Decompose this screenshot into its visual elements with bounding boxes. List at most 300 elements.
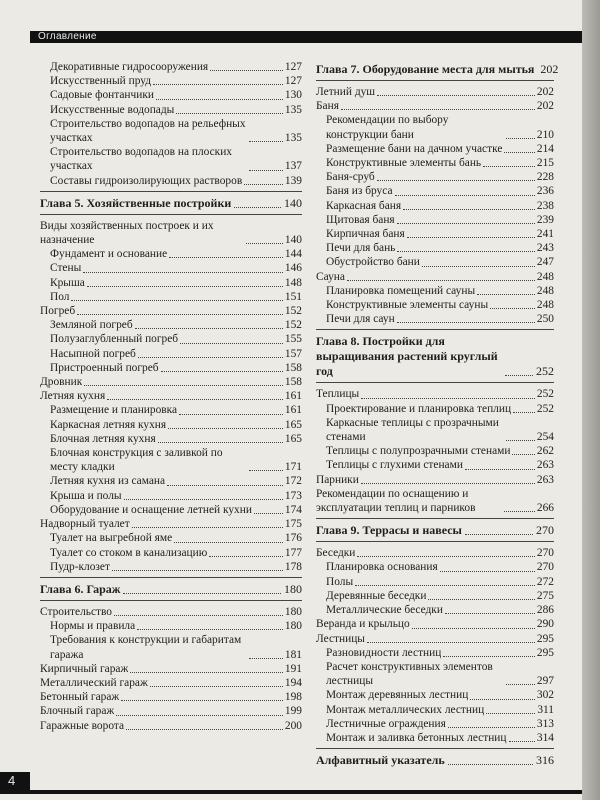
dot-leader — [397, 322, 535, 323]
toc-entry[interactable] — [40, 261, 302, 275]
toc-page-number: 295 — [536, 646, 554, 659]
toc-page-number: 214 — [536, 142, 554, 155]
toc-entry-title: Конструктивные элементы сауны — [326, 299, 489, 312]
toc-page-number: 252 — [536, 402, 554, 415]
toc-entry[interactable] — [40, 418, 302, 432]
toc-page-number: 297 — [536, 675, 554, 688]
toc-page-number: 180 — [284, 620, 302, 633]
toc-entry[interactable] — [40, 174, 302, 188]
toc-entry[interactable] — [316, 444, 554, 458]
toc-entry[interactable] — [316, 113, 554, 141]
toc-entry[interactable] — [316, 402, 554, 416]
toc-entry[interactable] — [40, 117, 302, 145]
toc-entry[interactable] — [40, 276, 302, 290]
toc-entry-title: Теплицы — [316, 388, 360, 401]
toc-entry[interactable] — [316, 731, 554, 745]
toc-entry[interactable] — [316, 589, 554, 603]
toc-page-number: 252 — [536, 388, 554, 401]
toc-page-number: 135 — [284, 103, 302, 116]
toc-entry-title: Конструктивные элементы бань — [326, 157, 482, 170]
toc-page-number: 180 — [284, 605, 302, 618]
dot-leader — [179, 414, 283, 415]
toc-entry[interactable] — [316, 170, 554, 184]
dot-leader — [412, 628, 535, 629]
toc-entry-title: Полузаглубленный погреб — [50, 333, 179, 346]
toc-page-number: 248 — [536, 270, 554, 283]
toc-entry-title: Летняя кухня из самана — [50, 475, 166, 488]
toc-entry[interactable] — [40, 503, 302, 517]
dot-leader — [114, 615, 283, 616]
toc-entry-title: Алфавитный указатель — [316, 753, 445, 768]
toc-entry[interactable] — [40, 605, 302, 619]
dot-leader — [397, 251, 535, 252]
toc-entry[interactable] — [316, 99, 554, 113]
toc-page-number: 236 — [536, 185, 554, 198]
toc-page-number: 165 — [284, 432, 302, 445]
toc-entry-title: Планировка помещений сауны — [326, 284, 476, 297]
toc-page-number: 144 — [284, 248, 302, 261]
dot-leader — [77, 314, 283, 315]
toc-entry-title: Каркасные теплицы с прозрачными стенами — [326, 416, 499, 444]
toc-entry[interactable] — [316, 717, 554, 731]
dot-leader — [483, 166, 535, 167]
dot-leader — [448, 764, 533, 765]
toc-page-number: 199 — [284, 705, 302, 718]
section-divider — [40, 577, 302, 578]
dot-leader — [209, 556, 283, 557]
toc-entry[interactable] — [40, 662, 302, 676]
dot-leader — [465, 469, 535, 470]
section-divider — [40, 191, 302, 192]
toc-entry[interactable] — [40, 633, 302, 661]
toc-entry-title: Крыша и полы — [50, 489, 122, 502]
dot-leader — [158, 442, 283, 443]
toc-page-number: 127 — [284, 61, 302, 73]
toc-page-number: 158 — [284, 376, 302, 389]
toc-entry[interactable] — [40, 304, 302, 318]
toc-entry-title: Летняя кухня — [40, 390, 106, 403]
toc-page-number: 165 — [284, 418, 302, 431]
toc-page-number: 152 — [284, 305, 302, 318]
toc-entry-title: Деревянные беседки — [326, 589, 427, 602]
toc-entry-title: Глава 7. Оборудование места для мытья — [316, 62, 535, 76]
toc-entry-title: Баня из бруса — [326, 185, 393, 198]
toc-entry-title: Щитовая баня — [326, 213, 395, 226]
dot-leader — [357, 556, 535, 557]
toc-page-number: 275 — [536, 589, 554, 602]
dot-leader — [448, 727, 535, 728]
section-divider — [316, 329, 554, 330]
toc-page-number: 191 — [284, 662, 302, 675]
section-divider — [40, 600, 302, 601]
toc-entry-title: Каркасная летняя кухня — [50, 418, 167, 431]
dot-leader — [132, 527, 283, 528]
toc-entry[interactable] — [40, 474, 302, 488]
dot-leader — [87, 286, 283, 287]
dot-leader — [361, 398, 535, 399]
toc-entry-title: Крыша — [50, 276, 85, 289]
dot-leader — [361, 483, 535, 484]
toc-entry-title: Планировка основания — [326, 561, 438, 574]
toc-page-number: 248 — [536, 284, 554, 297]
toc-page-number: 175 — [284, 518, 302, 531]
toc-entry-title: Пристроенный погреб — [50, 361, 159, 374]
toc-entry-title: Беседки — [316, 547, 356, 560]
toc-page-number: 266 — [536, 502, 554, 515]
dot-leader — [490, 308, 535, 309]
toc-page-number: 137 — [284, 160, 302, 173]
toc-entry-title: Гаражные ворота — [40, 719, 125, 732]
toc-entry[interactable] — [40, 432, 302, 446]
dot-leader — [112, 570, 283, 571]
dot-leader — [445, 613, 535, 614]
toc-chapter[interactable] — [316, 753, 554, 768]
toc-entry[interactable] — [40, 676, 302, 690]
toc-entry[interactable] — [40, 318, 302, 332]
toc-page-number: 176 — [284, 532, 302, 545]
toc-entry-title: Рекомендации по выбору конструкции бани — [326, 114, 449, 141]
toc-entry[interactable] — [316, 646, 554, 660]
toc-chapter[interactable] — [316, 62, 559, 77]
dot-leader — [180, 343, 283, 344]
dot-leader — [234, 207, 281, 208]
toc-page-number: 252 — [536, 364, 554, 379]
toc-entry[interactable] — [316, 688, 554, 702]
toc-entry-title: Насыпной погреб — [50, 347, 136, 360]
toc-entry[interactable] — [40, 619, 302, 633]
dot-leader — [397, 223, 535, 224]
dot-leader — [174, 542, 283, 543]
toc-entry[interactable] — [40, 690, 302, 704]
dot-leader — [84, 385, 283, 386]
dot-leader — [167, 485, 283, 486]
toc-entry-title: Лестницы — [316, 632, 365, 645]
toc-page-number: 272 — [536, 575, 554, 588]
toc-page-number: 173 — [284, 489, 302, 502]
toc-entry[interactable] — [316, 546, 554, 560]
dot-leader — [169, 257, 283, 258]
toc-entry[interactable] — [40, 247, 302, 261]
toc-entry-title: Блочная летняя кухня — [50, 432, 156, 445]
toc-entry-title: Кирпичная баня — [326, 228, 405, 241]
toc-entry-title: Металлические беседки — [326, 604, 443, 617]
toc-entry-title: Блочная конструкция с заливкой по месту кладки — [50, 447, 223, 474]
toc-entry[interactable] — [316, 416, 554, 444]
dot-leader — [477, 294, 535, 295]
toc-page-number: 202 — [536, 86, 554, 98]
toc-entry[interactable] — [316, 284, 554, 298]
toc-entry[interactable] — [40, 347, 302, 361]
dot-leader — [249, 141, 283, 142]
toc-entry[interactable] — [316, 270, 554, 284]
toc-page-number: 135 — [284, 132, 302, 145]
toc-entry[interactable] — [316, 703, 554, 717]
toc-entry[interactable] — [40, 219, 302, 247]
toc-page-number: 151 — [284, 290, 302, 303]
toc-column-left — [40, 60, 302, 733]
toc-entry[interactable] — [316, 213, 554, 227]
toc-chapter[interactable] — [40, 582, 302, 597]
dot-leader — [246, 243, 283, 244]
toc-entry[interactable] — [316, 85, 554, 99]
toc-entry-title: Глава 5. Хозяйственные постройки — [40, 195, 232, 210]
toc-page-number: 241 — [536, 228, 554, 241]
toc-page-number: 263 — [536, 459, 554, 472]
toc-entry-title: Строительство водопадов на рельефных участках — [50, 117, 246, 145]
toc-entry-title: Лестничные ограждения — [326, 717, 446, 730]
dot-leader — [465, 534, 533, 535]
toc-page-number: 152 — [284, 319, 302, 332]
toc-page-number: 202 — [536, 100, 554, 113]
toc-page-number: 202 — [540, 62, 559, 76]
toc-entry[interactable] — [40, 389, 302, 403]
header-bar — [30, 31, 582, 43]
toc-entry[interactable] — [316, 227, 554, 241]
toc-entry-title: Баня-сруб — [326, 171, 375, 184]
toc-entry-title: Требования к конструкции и габаритам гаража — [50, 634, 242, 661]
dot-leader — [107, 399, 283, 400]
toc-entry[interactable] — [40, 546, 302, 560]
toc-entry[interactable] — [316, 458, 554, 472]
toc-entry[interactable] — [316, 298, 554, 312]
dot-leader — [440, 571, 535, 572]
toc-entry[interactable] — [40, 704, 302, 718]
toc-entry-title: Пол — [50, 290, 70, 303]
toc-entry-title: Веранда и крыльцо — [316, 618, 410, 631]
dot-leader — [153, 84, 283, 85]
toc-entry-title: Печи для саун — [326, 313, 395, 326]
toc-entry-title: Блочный гараж — [40, 705, 115, 718]
toc-page-number: 250 — [536, 313, 554, 326]
toc-page-number: 228 — [536, 171, 554, 184]
toc-entry-title: Стены — [50, 262, 82, 275]
toc-entry-title: Металлический гараж — [40, 676, 148, 689]
toc-entry-title: Размещение бани на дачном участке — [326, 142, 503, 155]
toc-page-number: 270 — [536, 561, 554, 574]
toc-page-number: 314 — [536, 731, 554, 744]
toc-entry[interactable] — [316, 473, 554, 487]
toc-entry[interactable] — [40, 489, 302, 503]
toc-entry[interactable] — [316, 632, 554, 646]
dot-leader — [210, 70, 283, 71]
dot-leader — [504, 152, 535, 153]
toc-entry[interactable] — [40, 60, 302, 74]
toc-page-number: 139 — [284, 174, 302, 187]
section-divider — [40, 214, 302, 215]
toc-page-number: 215 — [536, 157, 554, 170]
toc-entry[interactable] — [40, 74, 302, 88]
section-divider — [316, 748, 554, 749]
toc-entry[interactable] — [316, 255, 554, 269]
toc-entry-title: Размещение и планировка — [50, 404, 178, 417]
dot-leader — [395, 195, 535, 196]
toc-page-number: 198 — [284, 691, 302, 704]
toc-entry-title: Монтаж и заливка бетонных лестниц — [326, 731, 507, 744]
dot-leader — [422, 266, 535, 267]
dot-leader — [486, 713, 535, 714]
dot-leader — [83, 272, 283, 273]
book-spine-shadow — [582, 0, 600, 800]
dot-leader — [123, 593, 281, 594]
toc-page-number: 180 — [284, 581, 302, 596]
dot-leader — [443, 656, 535, 657]
toc-entry-title: Баня — [316, 100, 339, 113]
toc-entry[interactable] — [316, 156, 554, 170]
toc-entry[interactable] — [316, 575, 554, 589]
toc-page-number: 313 — [536, 717, 554, 730]
toc-entry[interactable] — [316, 660, 554, 688]
toc-page-number: 247 — [536, 256, 554, 269]
toc-entry-title: Погреб — [40, 305, 76, 318]
dot-leader — [249, 658, 283, 659]
toc-page-number: 194 — [284, 676, 302, 689]
dot-leader — [137, 629, 283, 630]
dot-leader — [124, 499, 283, 500]
toc-page-number: 140 — [284, 195, 302, 210]
toc-entry-title: Каркасная баня — [326, 199, 402, 212]
toc-page-number: 263 — [536, 473, 554, 486]
toc-entry-title: Расчет конструктивных элементов лестницы — [326, 660, 493, 688]
dot-leader — [506, 440, 535, 441]
toc-entry[interactable] — [40, 719, 302, 733]
toc-page-number: 290 — [536, 618, 554, 631]
toc-entry[interactable] — [316, 142, 554, 156]
toc-entry[interactable] — [316, 603, 554, 617]
toc-page-number: 243 — [536, 242, 554, 255]
toc-page-number: 270 — [536, 523, 554, 538]
toc-page-number: 158 — [284, 361, 302, 374]
toc-page-number: 161 — [284, 390, 302, 403]
dot-leader — [71, 300, 282, 301]
section-divider — [316, 518, 554, 519]
dot-leader — [138, 357, 283, 358]
toc-entry-title: Нормы и правила — [50, 620, 136, 633]
toc-entry[interactable] — [316, 312, 554, 326]
toc-page-number: 200 — [284, 719, 302, 732]
toc-entry[interactable] — [316, 617, 554, 631]
dot-leader — [377, 180, 535, 181]
dot-leader — [249, 470, 283, 471]
toc-entry-title: Туалет со стоком в канализацию — [50, 546, 208, 559]
toc-entry-title: Глава 8. Постройки для выращивания растений круглый год — [316, 334, 498, 379]
toc-page-number: 254 — [536, 431, 554, 444]
toc-entry-title: Полы — [326, 575, 354, 588]
footer-bar — [30, 790, 582, 794]
section-divider — [316, 541, 554, 542]
dot-leader — [244, 184, 283, 185]
page-number: 4 — [8, 773, 16, 788]
toc-entry[interactable] — [316, 487, 554, 515]
toc-entry-title: Садовые фонтанчики — [50, 89, 154, 102]
toc-entry[interactable] — [40, 403, 302, 417]
toc-entry[interactable] — [316, 184, 554, 198]
page-header-title: Оглавление — [38, 31, 97, 42]
dot-leader — [130, 672, 283, 673]
toc-entry-title: Теплицы с полупрозрачными стенами — [326, 445, 511, 458]
toc-entry[interactable] — [316, 560, 554, 574]
toc-entry-title: Составы гидроизолирующих растворов — [50, 174, 243, 187]
toc-page-number: 140 — [284, 234, 302, 247]
section-divider — [316, 80, 554, 81]
toc-page-number: 295 — [536, 632, 554, 645]
toc-entry[interactable] — [40, 88, 302, 102]
dot-leader — [254, 513, 283, 514]
dot-leader — [505, 375, 533, 376]
section-divider — [316, 382, 554, 383]
dot-leader — [513, 412, 535, 413]
toc-entry-title: Фундамент и основание — [50, 248, 168, 261]
toc-page-number: 177 — [284, 546, 302, 559]
toc-chapter[interactable] — [40, 196, 302, 211]
toc-entry[interactable] — [40, 531, 302, 545]
dot-leader — [150, 686, 283, 687]
toc-entry-title: Рекомендации по оснащению и эксплуатации теплиц и парников — [316, 487, 476, 515]
toc-chapter[interactable] — [316, 523, 554, 538]
dot-leader — [509, 741, 535, 742]
dot-leader — [506, 684, 535, 685]
toc-entry[interactable] — [316, 241, 554, 255]
toc-entry-title: Парники — [316, 473, 359, 486]
toc-page-number: 161 — [284, 404, 302, 417]
toc-entry[interactable] — [40, 145, 302, 173]
toc-column-right — [316, 60, 559, 768]
toc-entry-title: Кирпичный гараж — [40, 662, 129, 675]
toc-entry[interactable] — [40, 560, 302, 574]
toc-entry-title: Земляной погреб — [50, 319, 133, 332]
toc-entry[interactable] — [40, 290, 302, 304]
dot-leader — [347, 280, 535, 281]
toc-entry-title: Пудр-клозет — [50, 560, 110, 573]
toc-entry[interactable] — [40, 103, 302, 117]
dot-leader — [367, 642, 535, 643]
toc-entry[interactable] — [316, 199, 554, 213]
toc-page-number: 181 — [284, 648, 302, 661]
toc-entry[interactable] — [40, 517, 302, 531]
toc-page-number: 171 — [284, 461, 302, 474]
toc-entry-title: Проектирование и планировка теплиц — [326, 402, 512, 415]
dot-leader — [428, 599, 534, 600]
toc-chapter[interactable] — [316, 334, 554, 379]
toc-page-number: 248 — [536, 299, 554, 312]
dot-leader — [176, 113, 283, 114]
dot-leader — [506, 138, 535, 139]
dot-leader — [407, 237, 535, 238]
toc-entry[interactable] — [40, 332, 302, 346]
dot-leader — [135, 328, 283, 329]
toc-entry[interactable] — [40, 446, 302, 474]
toc-entry[interactable] — [40, 375, 302, 389]
toc-entry-title: Строительство — [40, 605, 112, 618]
toc-entry-title: Бетонный гараж — [40, 691, 120, 704]
toc-entry[interactable] — [316, 387, 554, 401]
toc-entry-title: Виды хозяйственных построек и их назначение — [40, 219, 214, 247]
toc-entry-title: Разновидности лестниц — [326, 646, 442, 659]
toc-entry-title: Сауна — [316, 270, 345, 283]
toc-entry-title: Строительство водопадов на плоских участках — [50, 146, 233, 173]
toc-page-number: 172 — [284, 475, 302, 488]
toc-entry-title: Искусственный пруд — [50, 75, 152, 88]
toc-page-number: 270 — [536, 547, 554, 560]
toc-page-number: 239 — [536, 213, 554, 226]
toc-entry-title: Туалет на выгребной яме — [50, 532, 173, 545]
dot-leader — [355, 585, 535, 586]
dot-leader — [116, 715, 283, 716]
toc-page-number: 262 — [536, 445, 554, 458]
toc-entry[interactable] — [40, 361, 302, 375]
toc-page-number: 174 — [284, 503, 302, 516]
toc-page-number: 127 — [284, 75, 302, 88]
dot-leader — [377, 95, 535, 96]
